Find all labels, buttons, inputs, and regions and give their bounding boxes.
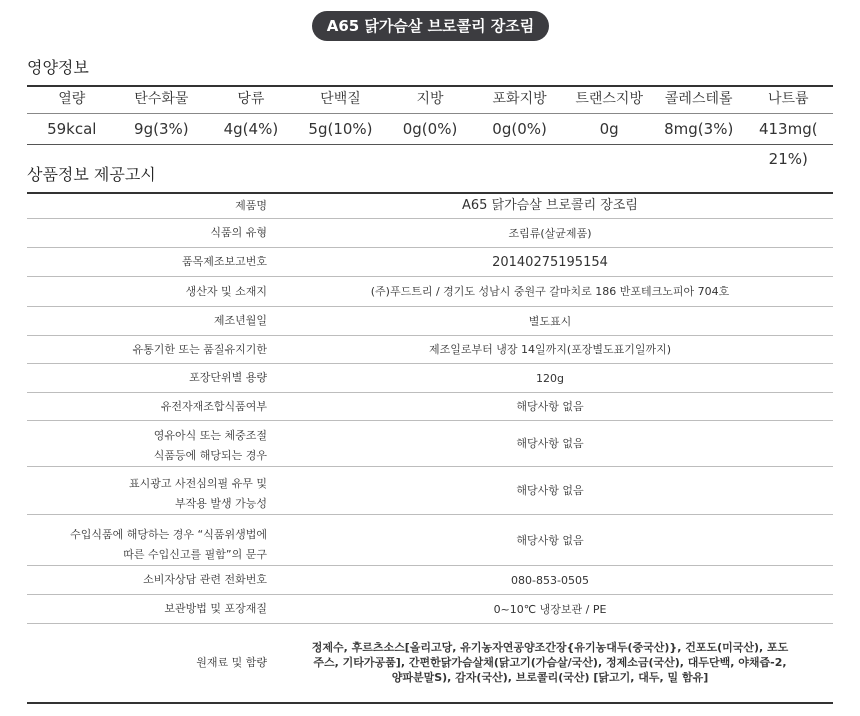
nutrition-value-cell: 0g xyxy=(599,120,619,138)
info-row-infant-food xyxy=(27,421,833,467)
info-value: 120g xyxy=(536,371,564,385)
info-label: 포장단위별 용량 xyxy=(189,371,267,384)
info-label-line: 영유아식 또는 체중조절 xyxy=(153,429,267,442)
info-label xyxy=(27,467,267,514)
info-label: 소비자상담 관련 전화번호 xyxy=(143,573,267,586)
info-row-expiry xyxy=(27,336,833,364)
info-label: 품목제조보고번호 xyxy=(181,255,267,268)
nutrition-value-cell: 5g(10%) xyxy=(308,120,373,138)
info-label-line: 수입식품에 해당하는 경우 “식품위생법에 xyxy=(70,528,267,541)
info-row-manufacture-date xyxy=(27,307,833,336)
nutrition-value-cell: 413mg( 21%) xyxy=(758,120,818,168)
nutrition-value-cell: 9g(3%) xyxy=(134,120,189,138)
nutrition-header-cell: 콜레스테롤 xyxy=(664,91,733,107)
nutrition-header-cell: 열량 xyxy=(58,91,86,107)
info-label-line: 부작용 발생 가능성 xyxy=(174,497,267,510)
nutrition-value-cell: 4g(4%) xyxy=(223,120,279,138)
info-row-product-name xyxy=(27,193,833,219)
info-row-gmo xyxy=(27,393,833,421)
info-label xyxy=(27,421,267,466)
nutrition-value-row xyxy=(27,114,833,168)
info-label: 보관방법 및 포장재질 xyxy=(164,602,267,615)
info-value: 해당사항 없음 xyxy=(516,484,584,497)
nutrition-header-cell: 지방 xyxy=(416,91,444,107)
info-label xyxy=(27,515,267,565)
info-row-ingredients xyxy=(27,624,833,701)
info-row-import xyxy=(27,515,833,566)
nutrition-header-row xyxy=(27,85,833,114)
info-value: 20140275195154 xyxy=(492,254,608,270)
info-label: 생산자 및 소재지 xyxy=(185,284,267,298)
info-value: 조림류(살균제품) xyxy=(508,226,592,240)
info-label: 유전자재조합식품여부 xyxy=(160,399,267,413)
info-value: 해당사항 없음 xyxy=(516,437,584,450)
info-label-line: 표시광고 사전심의필 유무 및 xyxy=(128,477,267,490)
info-row-storage xyxy=(27,595,833,624)
info-label: 제조년월일 xyxy=(213,314,267,327)
nutrition-value-cell: 0g(0%) xyxy=(402,120,458,138)
nutrition-header-cell: 포화지방 xyxy=(492,91,547,107)
info-value: 제조일로부터 냉장 14일까지(포장별도표기일까지) xyxy=(428,343,672,356)
product-title-pill: A65 닭가슴살 브로콜리 장조림 xyxy=(312,11,549,41)
info-value: (주)푸드트리 / 경기도 성남시 중원구 갈마치로 186 반포테크노피아 704호 xyxy=(370,285,730,298)
nutrition-value-cell: 59kcal xyxy=(47,120,97,138)
info-label-line: 따른 수입신고를 필함”의 문구 xyxy=(123,548,267,561)
info-row-producer xyxy=(27,277,833,307)
info-value: 해당사항 없음 xyxy=(516,533,584,547)
info-row-capacity xyxy=(27,364,833,393)
nutrition-header-cell: 트랜스지방 xyxy=(575,91,643,107)
nutrition-header-cell: 탄수화물 xyxy=(134,91,189,107)
nutrition-header-cell: 당류 xyxy=(237,91,265,107)
info-value: 080-853-0505 xyxy=(511,573,589,587)
info-label: 원재료 및 함량 xyxy=(196,655,267,669)
nutrition-header-cell: 단백질 xyxy=(320,91,361,107)
info-row-report-number xyxy=(27,248,833,277)
info-label: 유통기한 또는 품질유지기한 xyxy=(132,342,267,356)
info-row-food-type xyxy=(27,219,833,248)
nutrition-header-cell: 나트륨 xyxy=(767,91,809,107)
info-value: 해당사항 없음 xyxy=(516,400,584,413)
nutrition-value-cell: 8mg(3%) xyxy=(664,120,734,138)
product-info-bottom-rule xyxy=(27,702,833,704)
nutrition-section-title: 영양정보 xyxy=(27,58,89,77)
info-row-phone xyxy=(27,566,833,595)
info-row-ad-review xyxy=(27,467,833,515)
info-value-ingredients: 정제수, 후르츠소스[올리고당, 유기농자연공양조간장{유기농대두(중국산)}, 건포도(미국산), 포도주스, 기타가공품], 간편한닭가슴살채(닭고기(가슴살/국산), 정제소금(국산), 대두단백, 야채즙-2, 양파분말S), 감자(국산), 브로콜리(국산) [닭고기, 대두, 밀 함유] xyxy=(311,641,789,684)
info-value: 0~10℃ 냉장보관 / PE xyxy=(493,602,607,616)
info-value: 별도표시 xyxy=(528,314,572,328)
product-info-section-title: 상품정보 제공고시 xyxy=(27,165,156,184)
info-label: 제품명 xyxy=(235,198,267,212)
info-label: 식품의 유형 xyxy=(210,226,267,239)
info-label-line: 식품등에 해당되는 경우 xyxy=(153,449,267,462)
info-value: A65 닭가슴살 브로콜리 장조림 xyxy=(462,198,638,213)
nutrition-value-cell: 0g(0%) xyxy=(492,120,547,138)
